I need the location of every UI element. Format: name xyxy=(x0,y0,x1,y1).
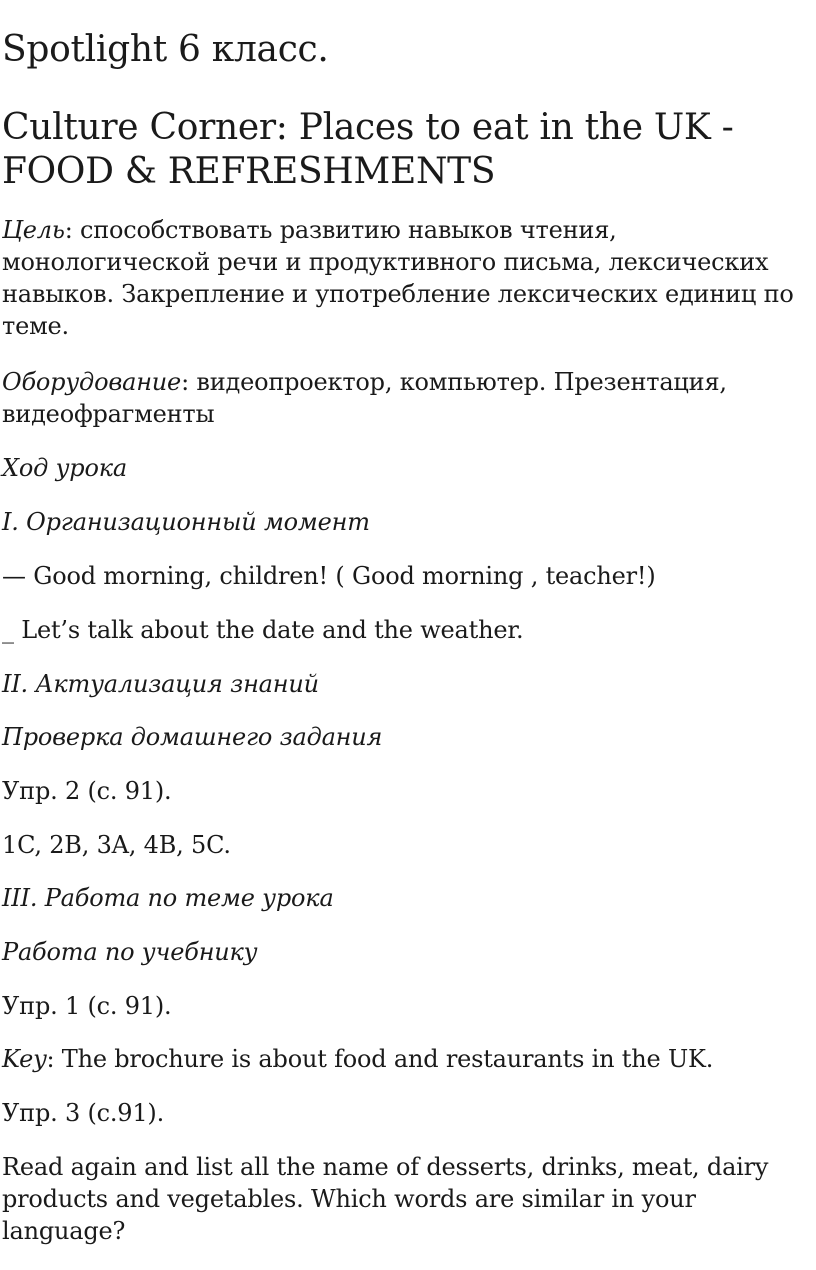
exercise-3-line: Упр. 3 (с.91). xyxy=(2,1099,165,1127)
section-heading-topic-work: III. Работа по теме урока xyxy=(2,884,334,912)
exercise-2-line: Упр. 2 (с. 91). xyxy=(2,777,172,805)
goal-text: : способствовать развитию навыков чтения, монологической речи и продуктивного письма, лексических навыков. Закрепление и употребление лексических единиц по теме. xyxy=(2,216,794,340)
textbook-work-heading: Работа по учебнику xyxy=(2,938,258,966)
homework-check-heading: Проверка домашнего задания xyxy=(2,723,383,751)
equipment-text: : видеопроектор, компьютер. Презентация, видеофрагменты xyxy=(2,368,727,428)
exercise-1-line: Упр. 1 (с. 91). xyxy=(2,992,172,1020)
section-heading-knowledge: II. Актуализация знаний xyxy=(2,670,319,698)
equipment-label: Оборудование xyxy=(2,368,182,396)
exercise-3-task: Read again and list all the name of desserts, drinks, meat, dairy products and vegetables. Which words are similar in your language? xyxy=(2,1153,769,1245)
key-text: : The brochure is about food and restaurants in the UK. xyxy=(46,1045,714,1073)
lesson-heading: Ход урока xyxy=(2,454,127,482)
lesson-topic: Culture Corner: Places to eat in the UK - FOOD & REFRESHMENTS xyxy=(2,107,734,192)
goal-label: Цель xyxy=(2,216,65,244)
exercise-2-answers: 1C, 2B, 3A, 4B, 5C. xyxy=(2,831,231,859)
key-label: Key xyxy=(2,1045,47,1073)
date-weather-line: _ Let’s talk about the date and the weather. xyxy=(2,616,524,644)
goal-paragraph xyxy=(2,214,808,342)
section-heading-organization: I. Организационный момент xyxy=(2,508,370,536)
greeting-line: — Good morning, children! ( Good morning , teacher!) xyxy=(2,562,656,590)
key-paragraph xyxy=(2,1043,808,1075)
equipment-paragraph xyxy=(2,366,808,430)
document-title: Spotlight 6 класс. xyxy=(2,29,329,70)
